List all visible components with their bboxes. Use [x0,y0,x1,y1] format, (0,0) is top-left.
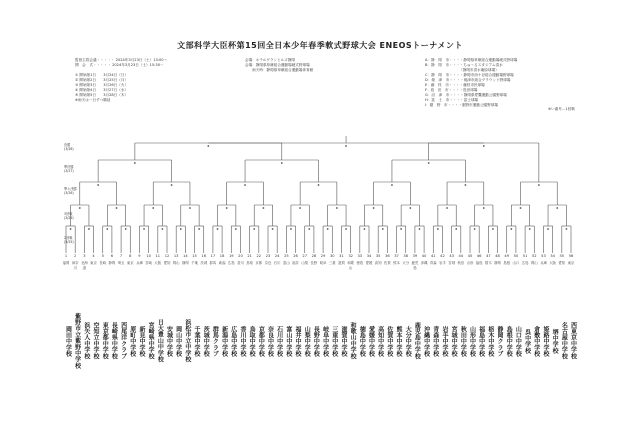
match-node [235,228,237,230]
match-node [465,184,467,186]
team-name: 空知立中学校 [92,322,100,360]
team-number: 43 [449,254,454,258]
match-node [198,228,200,230]
team-prefecture: 宮城 [448,261,456,265]
team-name: 浜松市立中学校 [183,319,191,363]
team-name: 鳥取中学校 [248,325,256,357]
team-number: 32 [348,254,353,258]
team-prefecture: 茨城 [200,261,208,265]
team-number: 1 [64,254,68,258]
team-name: 千葉中学校 [193,325,201,357]
team-number: 25 [284,254,289,258]
team-number: 36 [385,254,390,258]
team-number: 55 [559,254,565,258]
team-name: 岡田中学校 [64,325,72,357]
venue-row: 雨天時：静岡県草薙総合運動場体育館 [245,68,314,72]
team-prefecture: 福島 [475,261,483,265]
match-node [455,228,457,230]
team-name: 京都中学校 [257,325,265,357]
match-node [566,228,568,230]
team-number: 24 [274,254,280,258]
team-name: 高知中学校 [376,325,384,357]
match-node [483,145,485,147]
team-name: 長崎県中学校 [110,322,118,360]
team-prefecture: 広島 [227,261,235,265]
team-number: 39 [412,254,418,258]
match-node [492,228,494,230]
team-prefecture: 東京 [567,261,575,265]
team-prefecture: 静岡 [181,261,189,265]
match-node [263,207,265,209]
team-number: 23 [265,254,271,258]
team-number: 37 [394,254,399,258]
team-name: 熊本中学校 [395,325,403,357]
schedule-row: ⑤ 開始第5日 3月28日（木） [75,93,129,97]
team-name: 富山中学校 [284,325,292,357]
team-number: 31 [339,254,344,258]
team-number: 7 [119,254,123,258]
venue-list-row: G：沼 津 市・・・・静岡県愛鷹運動公園野球場 [425,93,507,97]
team-prefecture: 愛媛 [365,261,373,265]
team-number: 8 [129,254,132,258]
team-prefecture: 静岡 [494,261,501,265]
round-name: 準々決勝 [64,187,77,191]
match-node [226,207,228,209]
team-name: 滋賀中学校 [339,325,347,357]
match-node [419,228,421,230]
match-node [336,207,338,209]
match-node [428,162,430,164]
team-number: 19 [228,254,234,258]
match-node [446,207,448,209]
round-name: 決勝 [64,143,71,147]
team-name: 茨城中学校 [202,325,210,357]
team-name: 秋田中学校 [459,325,467,357]
team-number: 56 [568,254,574,258]
venue-list-row: C：静 岡 市・・・・静岡市西ケ谷総合運動場野球場 [425,73,514,77]
match-node [106,228,108,230]
team-number: 33 [357,254,363,258]
match-node [510,228,512,230]
team-prefecture: 東京 [90,261,97,265]
team-prefecture: 富山 [282,261,290,265]
team-name: 山口中学校 [514,325,522,357]
team-number: 51 [522,254,528,258]
team-number: 20 [238,254,243,258]
match-node [152,207,154,209]
match-node [116,207,118,209]
team-name: 岡山中学校 [174,325,182,357]
match-node [143,228,145,230]
match-node [538,184,540,186]
team-prefecture: 北海道 [80,261,88,270]
team-name: 山梨中学校 [303,325,311,357]
team-number: 40 [421,254,427,258]
team-name: 和歌山中学校 [349,322,357,360]
schedule-row: ④ 開始第4日 3月27日（水） [75,88,129,92]
team-name: 長野中学校 [312,325,320,357]
team-prefecture: 栃木 [484,261,492,265]
venue-list-row: H：富 士 市・・・・富士球場 [425,98,479,102]
team-number: 35 [375,254,381,258]
match-node [391,184,393,186]
team-prefecture: 京都 [255,261,263,265]
team-prefecture: 鹿児島 [411,261,419,270]
venue-list-row: B：静 岡 市・・・・ちゅ～るスタジアム清水 [425,63,503,67]
team-name: 東京都中学校 [101,322,109,360]
venue-list-row: D：焼 津 市・・・・焼津市総合グラウンド野球場 [425,78,511,82]
team-name: 呉中学校 [523,328,531,354]
team-number: 21 [247,254,252,258]
team-prefecture: 千葉 [191,261,198,265]
team-prefecture: 島根 [503,261,511,265]
venue-list-row: A：静 岡 市・・・・静岡県草薙総合運動場硬式野球場 [425,58,518,62]
team-number: 54 [550,254,555,258]
team-name: 岩手中学校 [440,325,448,357]
match-node [207,145,209,147]
match-node [299,207,301,209]
match-node [409,207,411,209]
team-prefecture: 高知 [374,261,382,265]
team-prefecture: 山梨 [301,261,309,265]
team-name: 群馬クラブ [211,325,219,357]
venue-list-row: E：藤 枝 市・・・・藤枝市民球場 [425,83,485,87]
team-name: 島根中学校 [505,325,513,357]
team-number: 50 [513,254,519,258]
team-prefecture: 山形 [466,261,474,265]
team-name: 姫路中学校 [541,325,549,357]
team-prefecture: 広島 [521,261,529,265]
match-node [79,207,81,209]
team-name: 香川中学校 [238,325,246,357]
team-prefecture: 奈良 [264,261,272,265]
team-name: 広島中学校 [229,325,237,357]
team-prefecture: 滋賀 [338,261,345,265]
team-name: 宮城中学校 [450,325,458,357]
match-node [217,228,219,230]
team-number: 34 [366,254,372,258]
match-node [244,184,246,186]
round-name: 準決勝 [64,165,74,169]
team-prefecture: 山口 [512,261,520,265]
team-name: 名古屋中学校 [560,322,568,360]
team-number: 38 [403,254,408,258]
venue-row: 会場：ホテルグランヒルズ静岡 [245,58,295,62]
match-node [327,228,329,230]
team-prefecture: 大阪 [154,261,162,265]
team-number: 45 [467,254,473,258]
team-prefecture: 大分 [402,261,410,265]
team-number: 49 [504,254,509,258]
match-node [281,162,283,164]
team-prefecture: 埼玉 [117,261,125,265]
match-node [529,228,531,230]
team-number: 2 [74,254,77,258]
team-number: 11 [155,254,161,258]
team-prefecture: 福岡 [62,261,70,265]
team-name: 浜矢人中学校 [82,322,90,360]
team-number: 6 [110,254,114,258]
team-number: 18 [219,254,225,258]
team-prefecture: 佐賀 [383,261,391,265]
round-date: (3/25) [64,240,74,244]
team-prefecture: 愛知 [558,261,566,265]
team-name: 日大豊山中学校 [156,319,164,363]
team-name: 愛媛中学校 [367,325,375,357]
team-prefecture: 青森 [429,261,437,265]
team-name: 紫野市立紫野中学校 [73,313,81,369]
match-node [88,228,90,230]
team-prefecture: 長崎 [99,261,107,265]
match-node [134,162,136,164]
schedule-row: 開 会 式・・・・・ 2024年3月23日（土）15:30～ [75,63,164,67]
team-name: 鹿児島中学校 [413,322,421,360]
team-number: 26 [293,254,298,258]
round-date: (3/27) [64,169,74,173]
match-node [382,228,384,230]
match-node [474,228,476,230]
team-prefecture: 静岡 [108,261,116,265]
schedule-row: ① 開始第1日 3月24日（日） [75,73,129,77]
round-date: (3/26) [64,191,74,195]
match-node [373,207,375,209]
team-number: 28 [311,254,317,258]
team-name: 静岡クラブ [496,325,504,357]
team-prefecture: 和歌山 [347,261,355,270]
team-prefecture: 岩手 [439,261,446,265]
match-node [318,184,320,186]
team-number: 41 [430,254,436,258]
match-node [364,228,366,230]
team-prefecture: 兵庫 [540,261,547,265]
round-date: (3/26) [64,216,74,220]
team-prefecture: 岡山 [172,261,180,265]
team-prefecture: 福井 [292,261,299,265]
match-node [483,207,485,209]
team-name: 山形中学校 [468,325,476,357]
team-prefecture: 沖縄 [420,261,428,265]
team-prefecture: 岡山 [530,261,538,265]
team-name: 倉敷中学校 [532,325,540,357]
team-prefecture: 東京 [126,261,134,265]
team-number: 15 [192,254,197,258]
team-prefecture: 熊本 [393,261,400,265]
match-node [556,207,558,209]
team-prefecture: 三重 [328,261,336,265]
round-date: (3/28) [64,147,74,151]
team-name: 西尾洋クラブ [119,322,127,360]
team-number: 12 [164,254,170,258]
team-number: 4 [92,254,95,258]
match-node [547,228,549,230]
team-number: 3 [83,254,86,258]
match-node [171,184,173,186]
page-title: 文部科学大臣杯第15回全日本少年春季軟式野球大会 ENEOSトーナメント [177,41,463,50]
round-name: 3回戦 [64,212,73,216]
match-node [180,228,182,230]
venue-list-row: I：裾 野 市・・・・裾野市運動公園野球場 [425,103,498,107]
match-node [345,145,347,147]
team-number: 17 [210,254,216,258]
team-prefecture: 岐阜 [319,261,327,265]
team-name: 石川中学校 [275,325,283,357]
team-name: 栃木中学校 [486,325,494,357]
team-prefecture: 石川 [273,261,281,265]
team-number: 13 [173,254,179,258]
match-node [162,228,164,230]
team-number: 48 [495,254,500,258]
team-name: 福島中学校 [477,325,485,357]
schedule-row: 監督主将会議・・・・・ 2024年3月23日（土）13:00～ [75,58,168,62]
schedule-row: ※雨天は一日ずつ順延 [75,98,111,102]
team-number: 47 [486,254,491,258]
team-name: 徳島中学校 [358,325,366,357]
match-node [345,228,347,230]
team-prefecture: 神奈川 [71,261,79,270]
team-prefecture: 新潟 [218,261,226,265]
match-node [308,228,310,230]
team-name: 佐賀中学校 [385,325,393,357]
match-node [189,207,191,209]
match-node [70,228,72,230]
team-prefecture: 群馬 [209,261,217,265]
team-number: 10 [146,254,151,258]
team-prefecture: 秋田 [457,261,465,265]
schedule-row: ② 開始第2日 3月25日（月） [75,78,129,82]
team-number: 9 [138,254,141,258]
team-number: 29 [320,254,326,258]
match-node [125,228,127,230]
team-name: 原町中学校 [128,325,136,357]
team-name: 三重中学校 [330,325,338,357]
team-name: 岐阜中学校 [321,325,329,357]
venue-row: 会場：静岡県草薙総合運動場硬式野球場 [245,63,310,67]
team-name: 福井中学校 [294,325,302,357]
team-number: 14 [183,254,188,258]
schedule-row: ③ 開始第3日 3月26日（火） [75,83,129,87]
team-prefecture: 宮崎 [145,261,153,265]
match-node [520,207,522,209]
team-name: 大分中学校 [404,325,412,357]
team-number: 27 [302,254,307,258]
match-node [272,228,274,230]
match-node [290,228,292,230]
match-node [437,228,439,230]
team-prefecture: 徳島 [356,261,364,265]
team-prefecture: 大阪 [549,261,557,265]
team-number: 5 [101,254,104,258]
team-number: 53 [541,254,546,258]
venue-list-row: F：島 田 市・・・・島田球場 [425,88,478,92]
match-node [400,228,402,230]
venue-list-row: （静岡市清水庵原球場） [425,68,499,72]
team-name: 西東京中学校 [569,322,577,360]
team-prefecture: 香川 [237,261,244,265]
team-name: 新見中学校 [137,325,145,357]
team-name: 安城中学校 [165,325,173,357]
team-number: 52 [531,254,537,258]
team-number: 46 [476,254,482,258]
team-number: 16 [201,254,206,258]
team-name: 宮崎県中学校 [147,322,155,360]
team-number: 22 [256,254,262,258]
team-prefecture: 鳥取 [246,261,254,265]
team-number: 30 [329,254,335,258]
legend-note: ※い番号…1回戦 [548,107,575,111]
team-name: 堺中学校 [551,328,559,354]
match-node [253,228,255,230]
team-prefecture: 愛知 [163,261,171,265]
team-name: 新潟中学校 [220,325,228,357]
match-node [97,184,99,186]
round-name: 2回戦 [64,236,73,240]
team-number: 42 [440,254,445,258]
team-name: 沖縄中学校 [422,325,430,357]
team-number: 44 [458,254,464,258]
team-name: 奈良中学校 [266,325,274,357]
team-prefecture: 兵庫 [136,261,143,265]
team-name: 青森中学校 [431,325,439,357]
team-prefecture: 長野 [310,261,318,265]
